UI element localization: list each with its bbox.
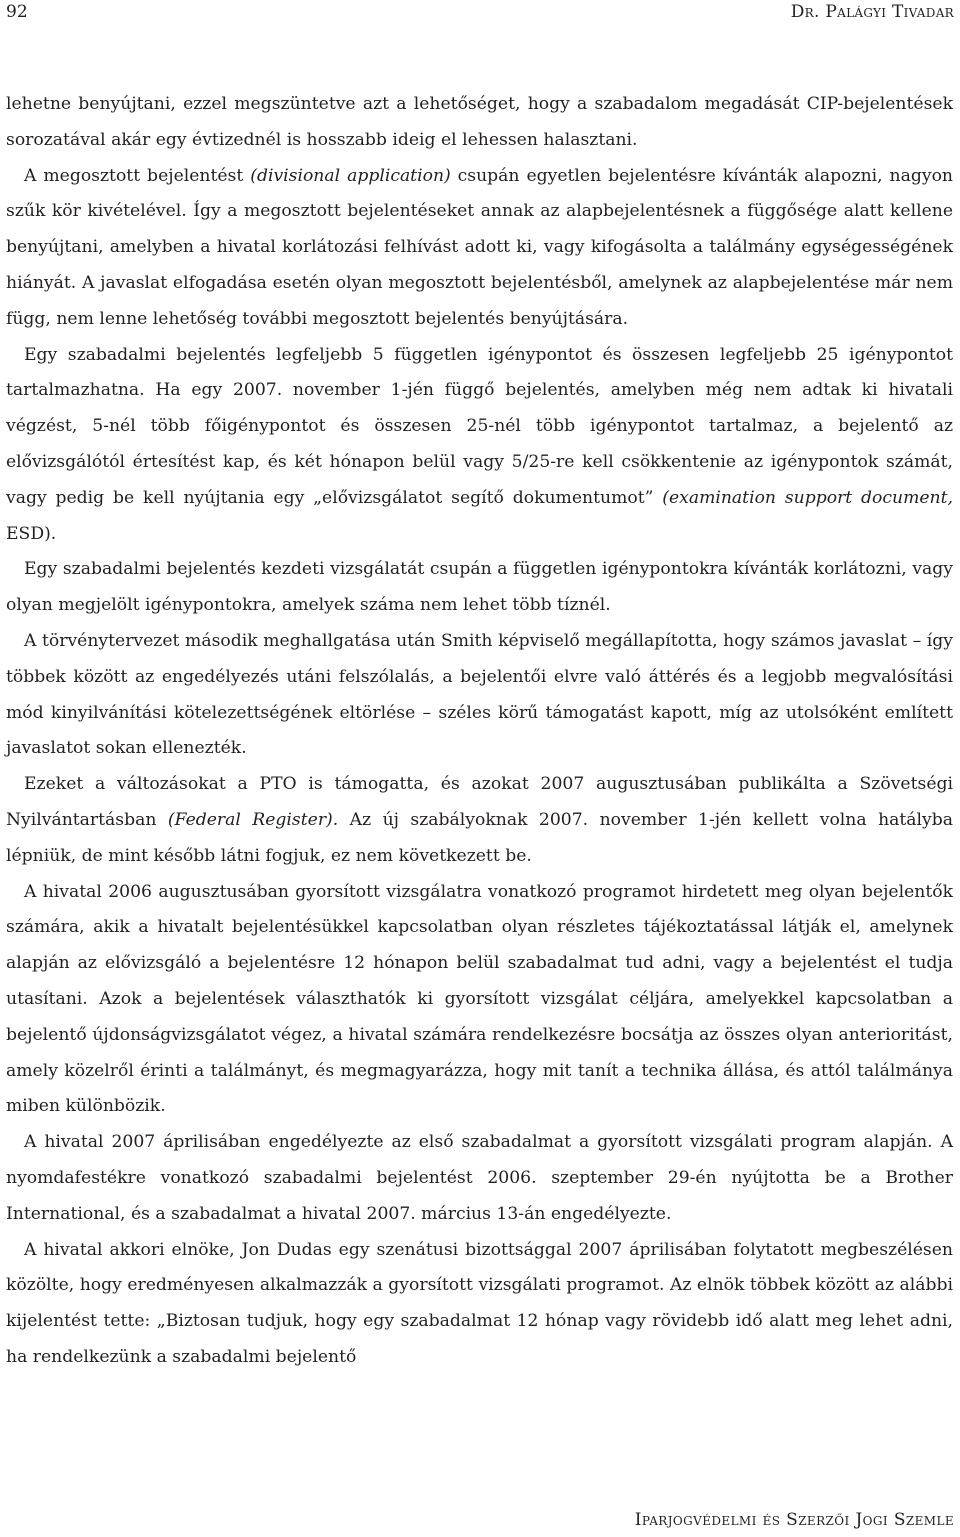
- page-header: [0, 0, 960, 30]
- paragraph-3-italic-term: (examination support document,: [662, 487, 953, 508]
- paragraph-2-text-a: A megosztott bejelentést: [24, 165, 251, 186]
- paragraph-4-text: Egy szabadalmi bejelentés kezdeti vizsgálatát csupán a független igénypontokra kívánták korlátozni, vagy olyan megjelölt igénypontokra, amelyek száma nem lehet több tíznél.: [6, 559, 953, 616]
- paragraph-5: [6, 624, 953, 767]
- paragraph-3-text-b: ESD).: [6, 523, 57, 544]
- paragraph-7: [6, 875, 953, 1126]
- paragraph-8: [6, 1125, 953, 1232]
- paragraph-2-italic-term: (divisional application): [250, 165, 451, 186]
- paragraph-6-italic-term: (Federal Register).: [167, 809, 339, 830]
- page-number: 92: [6, 2, 28, 22]
- paragraph-8-text: A hivatal 2007 áprilisában engedélyezte az első szabadalmat a gyorsított vizsgálati program alapján. A nyomdafestékre vonatkozó szabadalmi bejelentést 2006. szeptember 29-én nyújtotta be a Brother International, és a szabadalmat a hivatal 2007. március 13-án engedélyezte.: [6, 1132, 953, 1224]
- paragraph-4: [6, 552, 953, 624]
- paragraph-9: [6, 1233, 953, 1376]
- paragraph-3: [6, 338, 953, 553]
- paragraph-1-text: lehetne benyújtani, ezzel megszüntetve azt a lehetőséget, hogy a szabadalom megadását CIP-bejelentések sorozatával akár egy évtizednél is hosszabb ideig el lehessen halasztani.: [6, 94, 953, 150]
- paragraph-2-text-b: csupán egyetlen bejelentésre kívánták alapozni, nagyon szűk kör kivételével. Így a megosztott bejelentéseket annak az alapbejelentésnek a függősége alatt kellene benyújtani, amelyben a hivatal korlátozási felhívást adott ki, vagy kifogásolta a találmány egységességének hiányát. A javaslat elfogadása esetén olyan megosztott bejelentésből, amelynek az alapbejelentése már nem függ, nem lenne lehetőség további megosztott bejelentés benyújtására.: [6, 165, 953, 329]
- article-body: [6, 87, 953, 1376]
- paragraph-6-text-b: Az új szabályoknak 2007. november 1-jén kellett volna hatályba lépniük, de mint később látni fogjuk, ez nem következett be.: [6, 809, 953, 866]
- paragraph-9-text: A hivatal akkori elnöke, Jon Dudas egy szenátusi bizottsággal 2007 áprilisában folytatott megbeszélésen közölte, hogy eredményesen alkalmazzák a gyorsított vizsgálati programot. Az elnök többek között az alábbi kijelentést tette: „Biztosan tudjuk, hogy egy szabadalmat 12 hónap vagy rövidebb idő alatt meg lehet adni, ha rendelkezünk a szabadalmi bejelentő: [6, 1239, 953, 1367]
- page-footer-journal-title: Iparjogvédelmi és Szerzői Jogi Szemle: [634, 1510, 954, 1530]
- paragraph-6: [6, 767, 953, 874]
- paragraph-6-text-a: Ezeket a változásokat a PTO is támogatta, és azokat 2007 augusztusában publikálta a Szövetségi Nyilvántartásban: [6, 774, 953, 830]
- paragraph-7-text: A hivatal 2006 augusztusában gyorsított vizsgálatra vonatkozó programot hirdetett meg olyan bejelentők számára, akik a hivatalt bejelentésükkel kapcsolatban olyan részletes tájékoztatással látják el, amelynek alapján az elővizsgáló a bejelentésre 12 hónapon belül szabadalmat tud adni, vagy a bejelentést el tudja utasítani. Azok a bejelentések választhatók ki gyorsított vizsgálat céljára, amelyekkel kapcsolatban a bejelentő újdonságvizsgálatot végez, a hivatal számára rendelkezésre bocsátja az összes olyan anterioritást, amely közelről érinti a találmányt, és megmagyarázza, hogy mit tanít a technika állása, és attól találmánya miben különbözik.: [6, 881, 953, 1117]
- paragraph-5-text: A törvénytervezet második meghallgatása után Smith képviselő megállapította, hogy számos javaslat – így többek között az engedélyezés utáni felszólalás, a bejelentői elvre való áttérés és a legjobb megvalósítási mód kinyilvánítási kötelezettségének eltörlése – széles körű támogatást kapott, míg az utolsóként említett javaslatot sokan ellenezték.: [6, 630, 953, 759]
- paragraph-2: [6, 159, 953, 338]
- running-head-author: Dr. Palágyi Tivadar: [790, 2, 954, 22]
- paragraph-1: [6, 87, 953, 159]
- paragraph-3-text-a: Egy szabadalmi bejelentés legfeljebb 5 független igénypontot és összesen legfeljebb 25 igénypontot tartalmazhatna. Ha egy 2007. november 1-jén függő bejelentés, amelyben még nem adtak ki hivatali végzést, 5-nél több főigénypontot és összesen 25-nél több igénypontot tartalmaz, a bejelentő az elővizsgálótól értesítést kap, és két hónapon belül vagy 5/25-re kell csökkentenie az igénypontok számát, vagy pedig be kell nyújtania egy „elővizsgálatot segítő dokumentumot”: [6, 344, 953, 508]
